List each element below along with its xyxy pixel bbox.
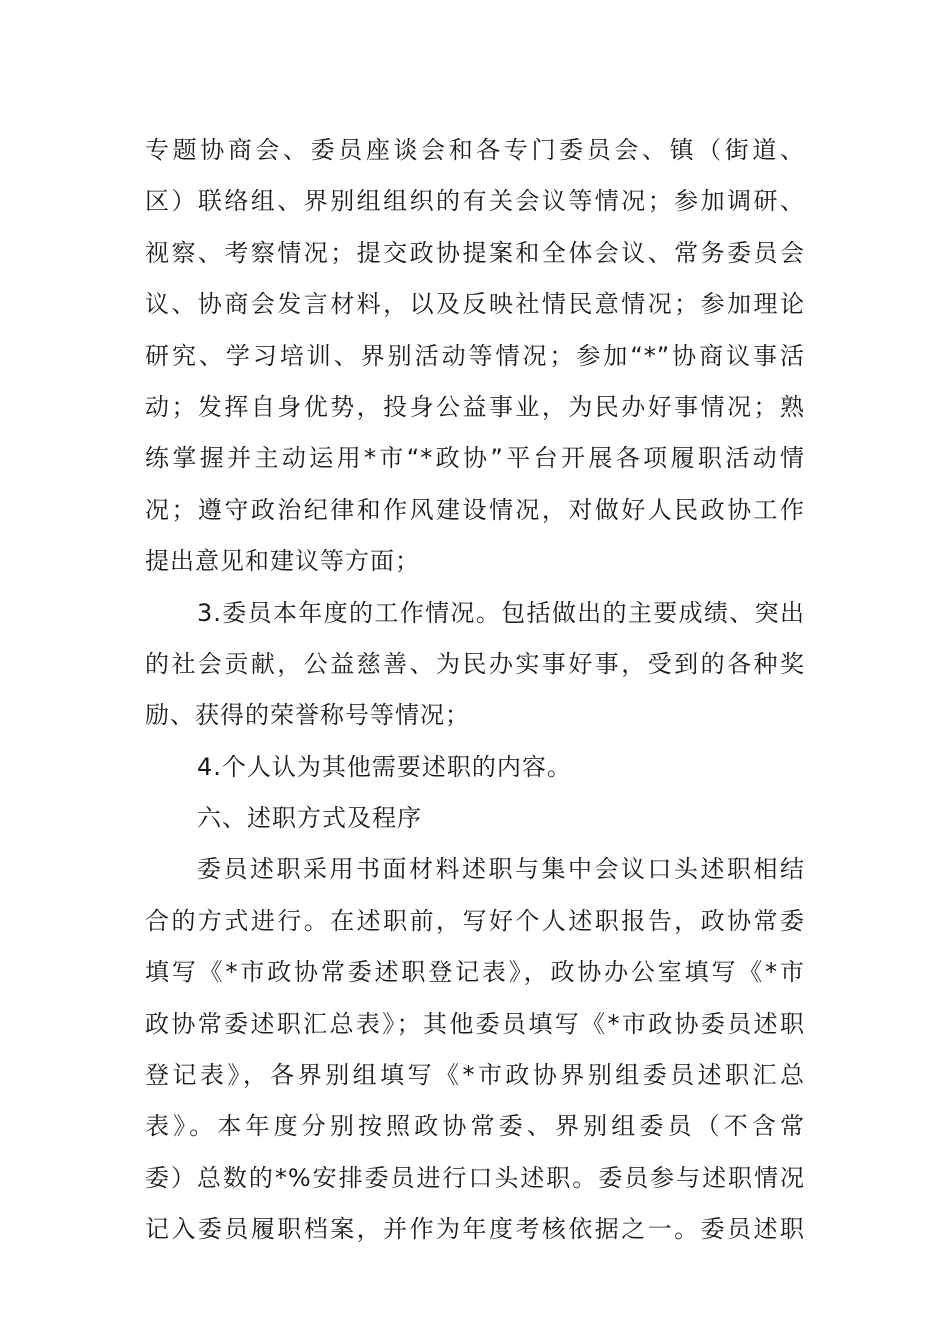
section-heading: 六、述职方式及程序 xyxy=(197,804,422,833)
text-line: 研究、学习培训、界别活动等情况；参加“*”协商议事活 xyxy=(145,341,805,370)
text-line: 4.个人认为其他需要述职的内容。 xyxy=(197,752,572,781)
text-line: 励、获得的荣誉称号等情况； xyxy=(145,701,470,730)
text-line: 区）联络组、界别组组织的有关会议等情况；参加调研、 xyxy=(145,187,805,216)
text-line: 议、协商会发言材料，以及反映社情民意情况；参加理论 xyxy=(145,290,805,319)
text-line: 动；发挥自身优势，投身公益事业，为民办好事情况；熟 xyxy=(145,392,805,421)
text-line: 填写《*市政协常委述职登记表》，政协办公室填写《*市 xyxy=(145,958,805,987)
text-line: 委员述职采用书面材料述职与集中会议口头述职相结 xyxy=(197,855,805,884)
body-text xyxy=(145,125,805,1256)
text-line: 记入委员履职档案，并作为年度考核依据之一。委员述职 xyxy=(145,1215,805,1244)
text-line: 3.委员本年度的工作情况。包括做出的主要成绩、突出 xyxy=(197,598,805,627)
text-line: 委）总数的*%安排委员进行口头述职。委员参与述职情况 xyxy=(145,1163,805,1192)
text-line: 政协常委述职汇总表》；其他委员填写《*市政协委员述职 xyxy=(145,1009,805,1038)
text-line: 表》。本年度分别按照政协常委、界别组委员（不含常 xyxy=(145,1112,805,1141)
text-line: 专题协商会、委员座谈会和各专门委员会、镇（街道、 xyxy=(145,136,805,164)
text-line: 的社会贡献，公益慈善、为民办实事好事，受到的各种奖 xyxy=(145,649,805,678)
text-line: 登记表》，各界别组填写《*市政协界别组委员述职汇总 xyxy=(145,1061,805,1090)
text-line: 合的方式进行。在述职前，写好个人述职报告，政协常委 xyxy=(145,906,805,935)
text-line: 练掌握并主动运用*市“*政协”平台开展各项履职活动情 xyxy=(145,444,805,473)
text-line: 况；遵守政治纪律和作风建设情况，对做好人民政协工作 xyxy=(145,495,805,524)
text-line: 视察、考察情况；提交政协提案和全体会议、常务委员会 xyxy=(145,238,805,267)
text-line: 提出意见和建议等方面； xyxy=(145,547,420,576)
